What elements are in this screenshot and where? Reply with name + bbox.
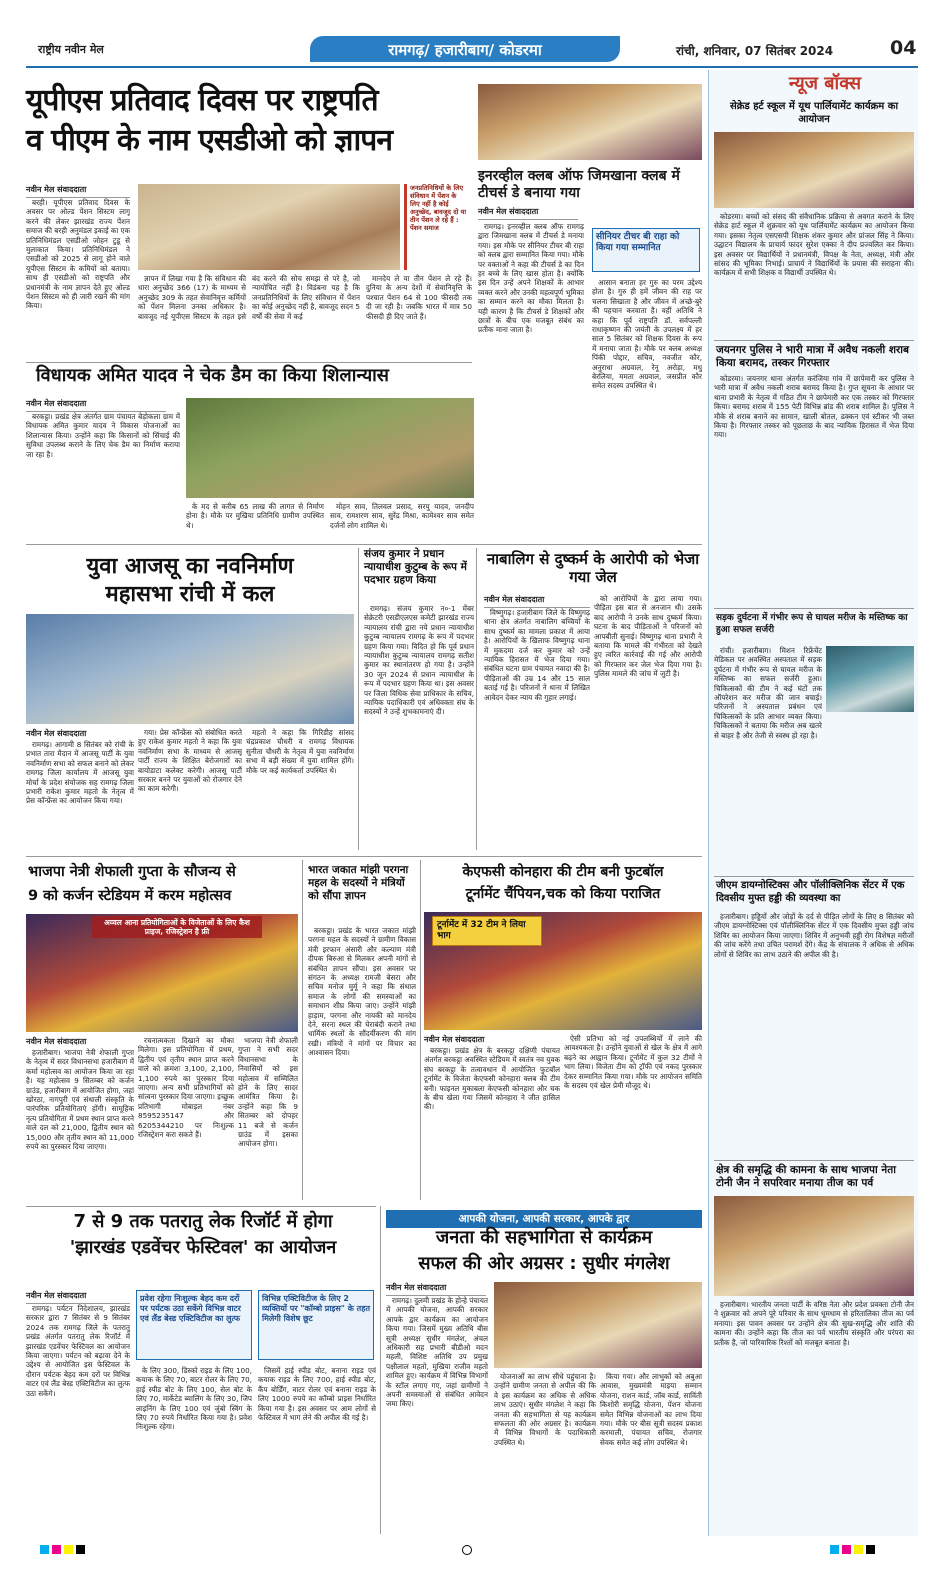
football-body-2: [564, 1034, 702, 1200]
aajsu-body-3: [246, 728, 354, 850]
aajsu-body-2: [138, 728, 242, 850]
adventure-para-3: जिसमें हाई स्पीड बोट, बनाना राइड एवं कयाक राइड के लिए 700, हाई स्पीड बोट, कैंप बोर्डिंग, वाटर रोलर एवं बनाना राइड के लिए 1000 रुपये का कॉम्बो प्राइस निर्धारित किया गया है। इस अवसर पर आम लोगों से फेस्टिवल में भाग लेने की अपील की गई है।: [258, 1366, 376, 1423]
sudhir-body-3: [600, 1372, 702, 1532]
karam-body-3: [238, 1036, 298, 1202]
adventure-body-1: [26, 1304, 130, 1532]
news-box-item3-body: [714, 646, 822, 846]
adventure-body-3: [258, 1366, 376, 1532]
sanjay-body: [364, 604, 474, 850]
sudhir-headline-2: सफल की ओर अग्रसर : सुधीर मंगलेश: [418, 1253, 670, 1274]
check-dam-photo: [186, 398, 474, 498]
sudhir-para-3: किया गया। और लाभुकों को अबुआ आवास, मुख्यमंत्री माइया सम्मान योजना, राशन कार्ड, जॉब कार्ड, साविंती किशोरी समृद्धि योजना, पेंशन योजना समेत विभिन्न योजनाओं का लाभ दिया गया। मौके पर बीस सूत्री सदस्य प्रकाश करमाली, पंचायत सचिव, रोजगार सेवक समेत कई लोग उपस्थित थे।: [600, 1372, 702, 1447]
ups-quote-box: [404, 184, 468, 270]
football-para-1: बरकट्ठा। प्रखंड क्षेत्र के बरकट्ठा दक्षिणी पंचायत अंतर्गत बरकट्ठा अवस्थित स्टेडियम में स्वतंत्र नव युवक संघ बरकट्ठा के तत्वावधान में आयोजित फुटबॉल टूर्नामेंट के विजेता केएफसी कोनहारा क्लब की टीम बनी। फाइनल मुकाबला केएफसी कोनहारा और चक के बीच खेला गया जिसमें कोनहारा ने जीत हासिल की।: [424, 1046, 560, 1112]
sanjay-para: रामगढ़। संजय कुमार न०-1 मेंबर सेक्रेटरी एसडीएलएस कमेटी झारखंड राज्य न्यायालय रांची द्वारा नये प्रधान न्यायाधीश कुटुम्ब न्यायालय रामगढ़ के रूप में पदभार ग्रहण किया गया। विदित हो कि पूर्व प्रधान न्यायाधीश कुटुम्ब न्यायालय रामगढ़ सतीश कुमार का स्थानांतरण हो गया है। उन्होंने 30 जून 2024 से प्रधान न्यायाधीश के रूप में पदभार ग्रहण किया था। इस अवसर पर जिला विधिक सेवा प्राधिकार के सचिव, न्यायिक पदाधिकारी एवं अधिवक्ता संघ के सदस्यों ने उन्हें शुभकामनाएं दी।: [364, 604, 474, 717]
ups-photo: [138, 184, 400, 270]
bharat-para: बरकट्ठा। प्रखंड के भारत जकात मांझी परगना महल के सदस्यों ने ग्रामीण विकास मंत्री इरफान अंसारी और कल्याण मंत्री दीपक बिरुआ से मिलकर अपनी मांगों से संबंधित ज्ञापन सौंपा। इस अवसर पर संगठन के अध्यक्ष रामजी बेसरा और सचिव मनोज मुर्मू ने कहा कि संथाल समाज के लोगों की समस्याओं का समाधान शीघ्र किया जाए। उन्होंने मांझी हाड़ाम, परगना और नायकी को मानदेय देने, सरना स्थल की घेराबंदी कराने तथा धार्मिक स्थलों के सौंदर्यीकरण की मांग रखी। मंत्रियों ने मांगों पर विचार का आश्वासन दिया।: [308, 926, 416, 1058]
jail-para-2: को आरोपियों के द्वारा लाया गया। पीड़िता इस बात से अनजान थी। उसके बाद आरोपी ने उनके साथ दुष्कर्म किया। घटना के बाद पीड़िताओं ने परिजनों को आपबीती सुनाई। विष्णुगढ़ थाना प्रभारी ने बताया कि मामले की गंभीरता को देखते हुए त्वरित कार्रवाई की गई और आरोपी को गिरफ्तार कर जेल भेज दिया गया है। पुलिस मामले की जांच में जुटी है।: [594, 594, 702, 679]
sanjay-headline: संजय कुमार ने प्रधान न्यायाधीश कुटुम्ब के रूप में पदभार ग्रहण किया: [364, 548, 467, 586]
inner-wheel-photo: [478, 84, 702, 160]
vrule-football: [420, 860, 421, 1200]
adventure-box1: प्रवेश रहेगा निःशुल्क बेहद कम दरों पर पर्यटक उठा सकेंगे विभिन्न वाटर एवं लैंड बेस्ड एक्टिविटीज का लुत्फ: [136, 1290, 252, 1360]
football-body-1: [424, 1046, 560, 1200]
inner-wheel-body-2: [592, 278, 702, 540]
jail-byline: नवीन मेल संवाददाता: [484, 594, 590, 608]
jail-para-1: विष्णुगढ़। हजारीबाग जिले के विष्णुगढ़ थाना क्षेत्र अंतर्गत नाबालिग बच्चियों के साथ दुष्कर्म का मामला प्रकाश में आया है। आरोपियों के खिलाफ विष्णुगढ़ थाना में मुकदमा दर्ज कर कुमार को उन्हें न्यायिक हिरासत में भेज दिया गया। संबंधित घटना ग्राम पंचायत नवादा की है। पीड़िताओं की उम्र 14 और 15 साल बताई गई है। परिजनों ने थाना में लिखित आवेदन देकर न्याय की गुहार लगाई।: [484, 608, 590, 702]
ups-quote: जनप्रतिनिधियों के लिए संविधान में पेंशन के लिए नहीं है कोई अनुच्छेद, बावजूद दो या तीन पेंशन ले रहे हैं : पेंशन समाज: [410, 184, 467, 232]
news-box-item4-headline: जीएम डायग्नोस्टिक्स और पॉलीक्लिनिक सेंटर में एक दिवसीय मुफ्त हड्डी की व्यवस्था का: [716, 880, 905, 904]
news-box-item4-body: [714, 912, 914, 1154]
aajsu-body-1: [26, 740, 134, 850]
adventure-headline-2: 'झारखंड एडवेंचर फेस्टिवल' का आयोजन: [69, 1237, 337, 1258]
football-byline: नवीन मेल संवाददाता: [424, 1035, 485, 1044]
check-dam-body-1: [26, 412, 180, 540]
inner-wheel-body-1: [478, 222, 584, 540]
sudhir-para-1: रामगढ़। दुलमी प्रखंड के होन्हे पंचायत में आपकी योजना, आपकी सरकार आपके द्वार कार्यक्रम का आयोजन किया गया। जिसमें मुख्य अतिथि बीस सूत्री अध्यक्ष सुधीर मंगलेश, अंचल अधिकारी सह प्रभारी बीडीओ मदन महली, विशिष्ट अतिथि उप प्रमुख पक्षीलाल महतो, मुखिया राजीव महतो शामिल हुए। कार्यक्रम में विभिन्न विभागों के स्टॉल लगाए गए, जहां ग्रामीणों ने अपनी समस्याओं से संबंधित आवेदन जमा किए।: [386, 1296, 488, 1409]
adventure-body-2: [136, 1366, 252, 1532]
masthead-logo: राष्ट्रीय नवीन मेल: [38, 43, 104, 56]
ups-headline-1: यूपीएस प्रतिवाद दिवस पर राष्ट्रपति: [26, 83, 378, 118]
sudhir-photo: [494, 1282, 702, 1368]
sudhir-body-1: [386, 1296, 488, 1532]
news-box-item2-headline: जयनगर पुलिस ने भारी मात्रा में अवैध नकली शराब किया बरामद, तस्कर गिरफ्तार: [716, 344, 909, 369]
news-box-item2-body: [714, 374, 914, 604]
print-swatch-magenta: [52, 1545, 61, 1554]
ups-para-1: बरही। यूपीएस प्रतिवाद दिवस के अवसर पर ओल्ड पेंशन सिस्टम लागू करने की लेकर झारखंड राज्य पेंशन समाज की बरही अनुमंडल इकाई का एक प्रतिनिधिमंडल एसडीओ जोहन टुडू से मुलाकात किया। प्रतिनिधिमंडल ने एसडीओ को 2025 से लागू होने वाले यूपीएस सिस्टम के कमियों को बताया। साथ ही एसडीओ को राष्ट्रपति और प्रधानमंत्री के नाम ज्ञापन देते हुए ओल्ड पेंशन सिस्टम को ही जारी रखने की मांग किया।: [26, 198, 130, 311]
print-swatch-black-2: [866, 1545, 875, 1554]
rule-aajsu: [26, 544, 702, 545]
football-headline-2: टूर्नामेंट चैंपियन,चक को किया पराजित: [465, 886, 661, 902]
news-box-item5-body: [714, 1300, 914, 1532]
news-box-divider-2: [714, 608, 914, 609]
sudhir-headline-1: जनता की सहभागिता से कार्यक्रम: [435, 1227, 653, 1248]
adventure-para-2: के लिए 300, डिस्को राइड के लिए 100, कयाक के लिए 70, बाटर रोलर के लिए 70, हाई स्पीड बोट के लिए 100, सेल बोट के लिए 70, मार्केटेड ब्यालिंग के लिए 30, जिप लाइनिंग के लिए 100 एवं जुंबो स्विंग के लिए 70 रुपये निर्धारित किया गया है। प्रवेश निःशुल्क रहेगा।: [136, 1366, 252, 1432]
ups-headline-2: व पीएम के नाम एसडीओ को ज्ञापन: [26, 123, 392, 158]
check-dam-body-3: [330, 502, 474, 540]
aajsu-para-3: महतो ने कहा कि गिरिडीह सांसद चंद्रप्रकाश चौधरी व रामगढ़ विधायक सुनीता चौधरी के नेतृत्व में युवा नवनिर्माण सभा में बड़ी संख्या में युवा शामिल होंगे। मौके पर कई कार्यकर्ता उपस्थित थे।: [246, 728, 354, 775]
adventure-headline-1: 7 से 9 तक पतरातु लेक रिजॉर्ट में होगा: [73, 1211, 333, 1232]
ups-para-2: ज्ञापन में लिखा गया है कि संविधान की धारा अनुच्छेद 366 (17) के माध्यम से अनुच्छेद 309 के तहत सेवानिवृत्त कर्मियों को पेंशन मिलना उनका अधिकार है। बावजूद नई यूपीएस सिस्टम के तहत इसे बंद करने की सोच समझ से परे है, जो न्यायोचित नहीं है। विडंबना यह है कि जनप्रतिनिधियों के लिए संविधान में पेंशन का कोई अनुच्छेद नहीं है, बावजूद सदन 5 वर्षों की सेवा में कई: [138, 274, 360, 321]
news-box-title: न्यूज बॉक्स: [788, 73, 862, 94]
aajsu-para-2: गया। प्रेस कॉन्फ्रेंस को संबोधित करते हुए राकेश कुमार महतो ने कहा कि युवा नवनिर्माण सभा के माध्यम से आजसू पार्टी राज्य के शिक्षित बेरोजगारों का बायोडाटा कलेक्ट करेगी। आजसू पार्टी सरकार बनने पर युवाओं को रोजगार देने का काम करेगी।: [138, 728, 242, 794]
ups-para-3: मानदेय ले या तीन पेंशन ले रहे हैं। दुनिया के अन्य देशों में सेवानिवृत्ति के पश्चात पेंशन 64 से 100 फीसदी तक दी जा रही है। जबकि भारत में मात्र 50 फीसदी ही दिए जाते हैं।: [366, 274, 472, 321]
vrule-jail: [476, 548, 477, 850]
vrule-bharat: [302, 860, 303, 1200]
news-box-item5-photo: [714, 1196, 914, 1296]
bharat-body: [308, 926, 416, 1200]
adventure-byline: नवीन मेल संवाददाता: [26, 1290, 130, 1304]
registration-mark-bottom: [462, 1545, 472, 1555]
header-rule: [26, 66, 918, 68]
news-box-divider-4: [714, 1160, 914, 1161]
adventure-para-1: रामगढ़। पर्यटन निदेशालय, झारखंड सरकार द्वारा 7 सितंबर से 9 सितंबर 2024 तक रामगढ़ जिले के पतरातु प्रखंड अंतर्गत पतरातु लेक रिजॉर्ट में झारखंड एडवेंचर फेस्टिवल का आयोजन किया जाएगा। पर्यटन को बढ़ावा देने के उद्देश्य से आयोजित इस फेस्टिवल के दौरान पर्यटक बेहद कम दरों पर विभिन्न वाटर एवं लैंड बेस्ड एक्टिविटीज का लुत्फ उठा सकेंगे।: [26, 1304, 130, 1398]
aajsu-para-1: रामगढ़। आगामी 8 सितंबर को रांची के प्रभात तारा मैदान में आजसू पार्टी के युवा नवनिर्माण सभा को सफल बनाने को लेकर रामगढ़ जिला कार्यालय में आजसू युवा मोर्चा के प्रदेश संयोजक सह रामगढ़ जिला प्रभारी राकेश कुमार महतो के नेतृत्व में प्रेस कॉन्फ्रेंस का आयोजन किया गया।: [26, 740, 134, 806]
inner-wheel-byline: नवीन मेल संवाददाता: [478, 206, 578, 220]
sudhir-kicker: आपकी योजना, आपकी सरकार, आपके द्वार: [386, 1210, 702, 1228]
jail-headline: नाबालिग से दुष्कर्म के आरोपी को भेजा गया जेल: [486, 550, 700, 586]
vrule-sudhir: [380, 1206, 381, 1534]
bharat-headline: भारत जकात मांझी परगना महल के सदस्यों ने मंत्रियों को सौंपा ज्ञापन: [308, 864, 409, 902]
football-para-2: ऐसी प्रतिभा को नई उपलब्धियों में लाने की आवश्यकता है। उन्होंने युवाओं से खेल के क्षेत्र में आगे बढ़ने का आह्वान किया। टूर्नामेंट में कुल 32 टीमों ने भाग लिया। विजेता टीम को ट्रॉफी एवं नकद पुरस्कार देकर सम्मानित किया गया। मौके पर आयोजन समिति के सदस्य एवं खेल प्रेमी मौजूद थे।: [564, 1034, 702, 1091]
news-box-item5-headline: क्षेत्र की समृद्धि की कामना के साथ भाजपा नेता टोनी जैन ने सपरिवार मनाया तीज का पर्व: [716, 1164, 896, 1189]
check-dam-headline: विधायक अमित यादव ने चेक डैम का किया शिलान्यास: [36, 365, 389, 386]
karam-para-3: भाजपा नेत्री शेफाली गुप्ता ने सभी सदर विधानसभा के निवासियों को इस महोत्सव में सम्मिलित होने के लिए सादर आमंत्रित किया है। उन्होंने कहा कि 9 सितम्बर को दोपहर 11 बजे से कर्जन ग्राउंड में इसका आयोजन होगा।: [238, 1036, 298, 1149]
section-title: रामगढ़/ हजारीबाग/ कोडरमा: [388, 41, 542, 59]
rule-adventure: [26, 1206, 376, 1207]
inner-wheel-para-1: रामगढ़। इनरव्हील क्लब ऑफ रामगढ़ द्वारा जिमखाना क्लब में टीचर्स डे मनाया गया। इस मौके पर सीनियर टीचर बी राहा को क्लब द्वारा सम्मानित किया गया। मौके पर वक्ताओं ने कहा की टीचर्स डे का दिन हर बच्चे के लिए खास होता है। क्योंकि इस दिन उन्हें अपने शिक्षकों के आभार व्यक्त करने और उनकी महत्वपूर्ण भूमिका का सम्मान करने का मौका मिलता है। यही कारण है कि टीचर्स डे शिक्षकों और छात्रों के बीच एक मजबूत संबंध का प्रतीक माना जाता है।: [478, 222, 584, 335]
check-dam-para-2: के मद से करीब 65 लाख की लागत से निर्माण होना है। मौके पर मुखिया प्रतिनिधि ग्रामीण उपस्थित थे।: [186, 502, 324, 530]
news-box-item1-photo: [714, 132, 914, 208]
inner-wheel-highlight: सीनियर टीचर बी राहा को किया गया सम्मानित: [592, 228, 700, 272]
rule-karam: [26, 856, 702, 857]
ups-body-3: [366, 274, 472, 356]
karam-headline-2: 9 को कर्जन स्टेडियम में करम महोत्सव: [28, 888, 232, 904]
inner-wheel-para-2: आसान बनाता हर गुरु का परम उद्देश्य होता है। गुरु ही हमें जीवन की राह पर चलना सिखाता है और जीवन में अच्छे-बुरे की पहचान करवाता है। वहीं अतिथि ने कहा कि पूर्व राष्ट्रपति डॉ. सर्वपल्ली राधाकृष्णन की जयंती के उपलक्ष्य में हर साल 5 सितंबर को शिक्षक दिवस के रूप में मनाया जाता है। मौके पर क्लब अध्यक्ष पिंकी पोद्दार, सचिव, नवजीत कौर, अनुराधा अग्रवाल, रेनू अरोड़ा, मधु बेरलिया, ममता अग्रवाल, जसप्रीत कौर समेत सदस्य उपस्थित थे।: [592, 278, 702, 391]
ups-byline: नवीन मेल संवाददाता: [26, 184, 130, 198]
aajsu-headline-1: युवा आजसू का नवनिर्माण: [86, 554, 294, 579]
sudhir-para-2: योजनाओं का लाभ सीधे पहुंचाना है। उन्होंने ग्रामीण जनता से अपील की कि वे इस कार्यक्रम का अधिक से अधिक लाभ उठाएं। सुधीर मंगलेश ने कहा कि जनता की सहभागिता से यह कार्यक्रम सफलता की ओर अग्रसर है। कार्यक्रम में विभिन्न विभागों के पदाधिकारी उपस्थित थे।: [494, 1372, 596, 1447]
adventure-box2: विभिन्न एक्टिविटीज के लिए 2 व्यक्तियों पर "कॉम्बो प्राइस" के तहत मिलेगी विशेष छूट: [258, 1290, 374, 1360]
news-box-item3-text: रांची। हजारीबाग। मिशन रिफ्रेंचेंट मेडिकल पर अवस्थित अस्पताल में सड़क दुर्घटना में गंभीर रूप से घायल मरीज के मस्तिष्क का सफल सर्जरी हुआ। चिकित्सकों की टीम ने कई घंटों तक ऑपरेशन कर मरीज की जान बचाई। परिजनों ने अस्पताल प्रबंधन एवं चिकित्सकों के प्रति आभार व्यक्त किया। चिकित्सकों ने बताया कि मरीज अब खतरे से बाहर है और तेजी से स्वस्थ हो रहा है।: [714, 646, 822, 740]
jail-body-1: [484, 608, 590, 850]
news-box-item1-body: [714, 212, 914, 336]
news-box-item1-headline: सेक्रेड हर्ट स्कूल में यूथ पार्लियामेंट कार्यक्रम का आयोजन: [729, 101, 899, 125]
check-dam-byline: नवीन मेल संवाददाता: [26, 398, 166, 412]
check-dam-para-3: मोहन साव, तिलवल प्रसाद, सरयु यादव, जनदीप साव, रामशरण साव, सुरेंद्र मिश्रा, कामेश्वर साव समेत दर्जनों लोग शामिल थे।: [330, 502, 474, 530]
karam-para-2: रचनात्मकता दिखाने का मौका मिलेगा। इस प्रतियोगिता में प्रथम, द्वितीय एवं तृतीय स्थान प्राप्त करने वाले को क्रमशः 3,100, 2,100, 1,100 रुपये का पुरस्कार दिया जाएगा। अन्य सभी प्रतिभागियों को सांत्वना पुरस्कार दिया जाएगा। इच्छुक प्रतिभागी मोबाइल नंबर 8595235147 और 6205344210 पर निःशुल्क रजिस्ट्रेशन करा सकते हैं।: [138, 1036, 234, 1140]
sudhir-byline: नवीन मेल संवाददाता: [386, 1282, 486, 1296]
print-swatch-yellow-2: [854, 1545, 863, 1554]
vrule-sanjay: [358, 548, 359, 850]
karam-headline-1: भाजपा नेत्री शेफाली गुप्ता के सौजन्य से: [28, 864, 236, 880]
news-box-divider-3: [714, 876, 914, 877]
karam-banner: अव्वल आना प्रतियोगिताओं के विजेताओं के लिए कैश प्राइज, रजिस्ट्रेशन है फ्री: [92, 916, 262, 938]
karam-body-2: [138, 1036, 234, 1202]
print-swatch-black: [76, 1545, 85, 1554]
print-swatch-cyan-2: [830, 1545, 839, 1554]
ups-body-1: [26, 198, 130, 356]
rule-check-dam: [26, 362, 472, 363]
dateline: रांची, शनिवार, 07 सितंबर 2024: [676, 44, 834, 58]
karam-byline: नवीन मेल संवाददाता: [26, 1037, 87, 1046]
news-box-item5-text: हजारीबाग। भारतीय जनता पार्टी के वरिष्ठ नेता और प्रदेश प्रवक्ता टोनी जैन ने शुक्रवार को अपने पूरे परिवार के साथ धूमधाम से हरितालिका तीज का पर्व मनाया। इस पावन अवसर पर उन्होंने क्षेत्र की सुख-समृद्धि और शांति की कामना की। उन्होंने कहा कि तीज का पर्व भारतीय संस्कृति और परंपरा का प्रतीक है, जो पारिवारिक रिश्तों को मजबूत बनाता है।: [714, 1300, 914, 1347]
news-box-item4-text: हजारीबाग। हड्डियों और जोड़ों के दर्द से पीड़ित लोगों के लिए 8 सितंबर को जीएम डायग्नोस्टिक्स एवं पॉलीक्लिनिक सेंटर में एक दिवसीय मुफ्त हड्डी जांच शिविर का आयोजन किया जाएगा। शिविर में अनुभवी हड्डी रोग विशेषज्ञ मरीजों की जांच करेंगे तथा उचित परामर्श देंगे। केंद्र के संचालक ने अधिक से अधिक लोगों से शिविर का लाभ उठाने की अपील की है।: [714, 912, 914, 959]
ups-body-2: [138, 274, 360, 356]
karam-body-1: [26, 1048, 134, 1202]
print-swatch-cyan: [40, 1545, 49, 1554]
print-swatch-magenta-2: [842, 1545, 851, 1554]
check-dam-para-1: बरकट्ठा। प्रखंड क्षेत्र अंतर्गत ग्राम पंचायत बेड़ोकला ग्राम में विधायक अमित कुमार यादव ने विकास योजनाओं का शिलान्यास किया। उन्होंने कहा कि किसानों को सिंचाई की सुविधा उपलब्ध कराने के लिए चेक डैम का निर्माण कराया जा रहा है।: [26, 412, 180, 459]
aajsu-headline-2: महासभा रांची में कल: [105, 582, 275, 607]
inner-wheel-headline: इनरव्हील क्लब ऑफ जिमखाना क्लब में टीचर्स डे बनाया गया: [478, 168, 680, 201]
page-number: 04: [890, 37, 917, 59]
football-headline-1: केएफसी कोनहारा की टीम बनी फुटबॉल: [462, 864, 664, 880]
football-banner: टूर्नामेंट में 32 टीम ने लिया भाग: [432, 916, 542, 946]
news-box-item3-photo: [826, 646, 914, 712]
aajsu-byline: नवीन मेल संवाददाता: [26, 729, 87, 738]
aajsu-photo: [26, 614, 354, 724]
jail-body-2: [594, 594, 702, 850]
sudhir-body-2: [494, 1372, 596, 1532]
check-dam-body-2: [186, 502, 324, 540]
news-box-item2-text: कोडरमा। जयनगर थाना अंतर्गत करंजिया गांव में छापेमारी कर पुलिस ने भारी मात्रा में अवैध नकली शराब बरामद किया है। गुप्त सूचना के आधार पर थाना प्रभारी के नेतृत्व में गठित टीम ने छापेमारी कर एक तस्कर को गिरफ्तार किया। बरामद शराब में 155 पेटी विभिन्न ब्रांड की शराब शामिल है। पुलिस ने मौके से शराब बनाने का सामान, खाली बोतल, ढक्कन एवं स्टीकर भी जब्त किया है। गिरफ्तार तस्कर को पूछताछ के बाद न्यायिक हिरासत में भेज दिया गया।: [714, 374, 914, 440]
karam-para-1: हजारीबाग। भाजपा नेत्री शेफाली गुप्ता के नेतृत्व में सदर विधानसभा हजारीबाग में कर्मा महोत्सव का आयोजन किया जा रहा है। यह महोत्सव 9 सितम्बर को कर्जन ग्राउंड, हजारीबाग में आयोजित होगा, जहां खोरठा, नागपुरी एवं संथाली संस्कृति के पारंपरिक प्रतियोगिताएं होंगी। सामूहिक नृत्य प्रतियोगिता में प्रथम स्थान प्राप्त करने वाले दल को 21,000, द्वितीय स्थान को 15,000 और तृतीय स्थान को 11,000 रुपये का पुरस्कार दिया जाएगा।: [26, 1048, 134, 1152]
news-box-divider-1: [714, 340, 914, 341]
news-box-item3-headline: सड़क दुर्घटना में गंभीर रूप से घायल मरीज के मस्तिष्क का हुआ सफल सर्जरी: [716, 613, 908, 635]
print-swatch-yellow: [64, 1545, 73, 1554]
news-box-item1-text: कोडरमा। बच्चों को संसद की संवैधानिक प्रक्रिया से अवगत कराने के लिए सेक्रेड हार्ट स्कूल में शुक्रवार को यूथ पार्लियामेंट कार्यक्रम का आयोजन किया गया। इसका नेतृत्व एसएसपी शिक्षक शंकर कुमार और प्रांजल सिंह ने किया। उद्घाटन विद्यालय के प्राचार्य फादर सुरेश एक्का ने दीप प्रज्वलित कर किया। इस अवसर पर विद्यार्थियों ने प्रधानमंत्री, विपक्ष के नेता, अध्यक्ष, मंत्री और सांसद की भूमिका निभाई। प्राचार्य ने विद्यार्थियों के प्रयास की सराहना की। कार्यक्रम में सभी शिक्षक व विद्यार्थी उपस्थित थे।: [714, 212, 914, 278]
